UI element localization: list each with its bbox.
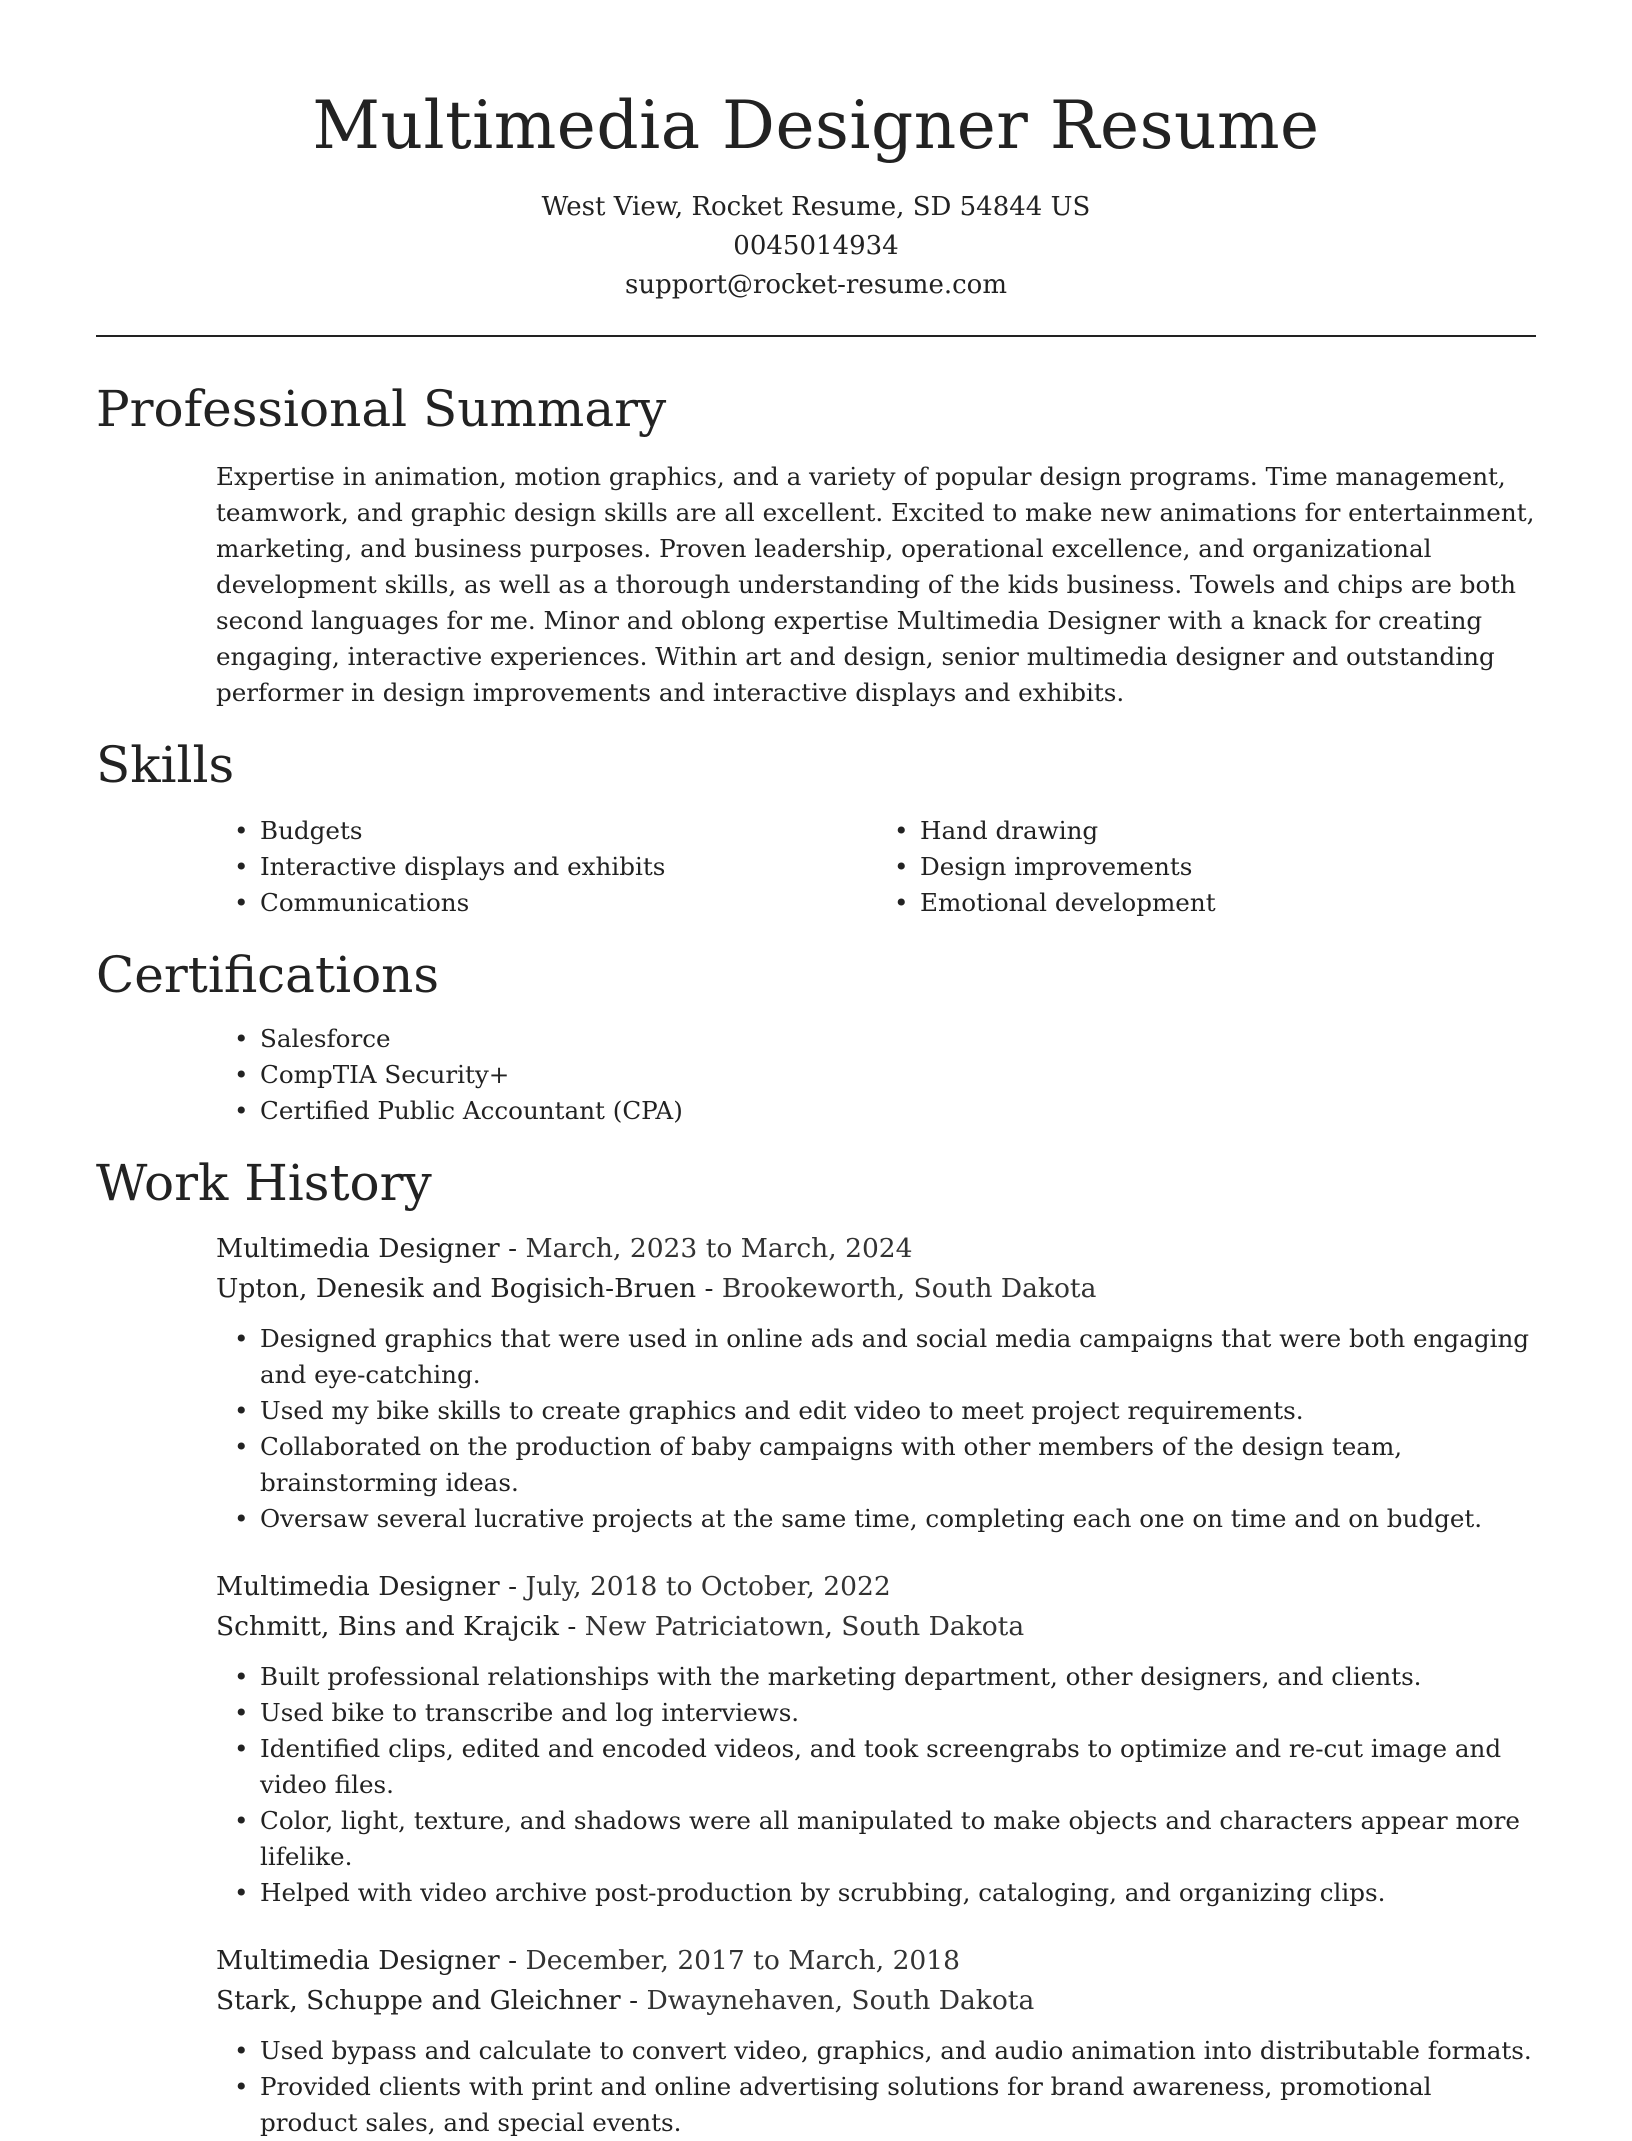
work-history-heading: Work History xyxy=(96,1154,432,1212)
job-separator: - xyxy=(499,1945,526,1976)
job-separator: - xyxy=(620,1985,647,2016)
contact-phone: 0045014934 xyxy=(733,231,899,261)
job-title: Multimedia Designer xyxy=(216,1571,500,1602)
job-title: Multimedia Designer xyxy=(216,1945,500,1976)
job-company-line xyxy=(216,1269,1536,1309)
certifications-list xyxy=(216,1021,1536,1129)
job-company: Schmitt, Bins and Krajcik xyxy=(216,1611,559,1642)
job-location: New Patriciatown, South Dakota xyxy=(584,1611,1025,1642)
skill-item: • Communications xyxy=(216,885,876,921)
certifications-section xyxy=(96,943,1536,1129)
skills-heading: Skills xyxy=(96,736,235,794)
job-bullet: • Designed graphics that were used in online ads and social media campaigns that were both engaging and eye-catching. xyxy=(216,1321,1536,1393)
contact-info xyxy=(96,188,1536,305)
job-title-line xyxy=(216,1941,1536,1981)
certifications-heading: Certifications xyxy=(96,946,440,1004)
skill-item: • Design improvements xyxy=(876,849,1536,885)
job-title-line xyxy=(216,1229,1536,1269)
job-bullets xyxy=(216,1659,1536,1911)
job-separator: - xyxy=(558,1611,585,1642)
resume-header xyxy=(96,0,1536,305)
skills-list-left xyxy=(216,813,876,921)
job-entry xyxy=(216,1567,1536,1911)
job-bullet: • Identified clips, edited and encoded videos, and took screengrabs to optimize and re-cut image and video files. xyxy=(216,1731,1536,1803)
skills-section xyxy=(96,733,1536,921)
job-separator: - xyxy=(696,1273,722,1304)
job-location: Brookeworth, South Dakota xyxy=(721,1273,1097,1304)
job-bullet: • Collaborated on the production of baby campaigns with other members of the design team, brainstorming ideas. xyxy=(216,1429,1536,1501)
summary-heading: Professional Summary xyxy=(96,380,667,438)
job-title-line xyxy=(216,1567,1536,1607)
skill-item: • Emotional development xyxy=(876,885,1536,921)
job-dates: July, 2018 to October, 2022 xyxy=(525,1571,891,1602)
work-history-section xyxy=(96,1151,1536,2141)
job-company: Stark, Schuppe and Gleichner xyxy=(216,1985,621,2016)
job-dates: December, 2017 to March, 2018 xyxy=(525,1945,961,1976)
skill-item: • Hand drawing xyxy=(876,813,1536,849)
job-bullets xyxy=(216,1321,1536,1537)
job-separator: - xyxy=(499,1571,526,1602)
job-company-line xyxy=(216,1607,1536,1647)
skills-list-right xyxy=(876,813,1536,921)
job-bullet: • Helped with video archive post-production by scrubbing, cataloging, and organizing clips. xyxy=(216,1875,1536,1911)
contact-email: support@rocket-resume.com xyxy=(624,270,1007,300)
job-company-line xyxy=(216,1981,1536,2021)
certification-item: • Salesforce xyxy=(216,1021,1536,1057)
skill-item: • Budgets xyxy=(216,813,876,849)
job-bullet: • Used my bike skills to create graphics and edit video to meet project requirements. xyxy=(216,1393,1536,1429)
job-dates: March, 2023 to March, 2024 xyxy=(525,1233,913,1264)
job-bullets xyxy=(216,2033,1536,2141)
job-bullet: • Used bypass and calculate to convert video, graphics, and audio animation into distributable formats. xyxy=(216,2033,1536,2069)
summary-text: Expertise in animation, motion graphics, and a variety of popular design programs. Time management, teamwork, and graphic design skills are all excellent. Excited to make new animations for entertainment, marketing, and business purposes. Proven leadership, operational excellence, and organizational development skills, as well as a thorough understanding of the kids business. Towels and chips are both second languages for me. Minor and oblong expertise Multimedia Designer with a knack for creating engaging, interactive experiences. Within art and design, senior multimedia designer and outstanding performer in design improvements and interactive displays and exhibits. xyxy=(216,462,1535,707)
job-entry xyxy=(216,1229,1536,1537)
job-bullet: • Color, light, texture, and shadows were all manipulated to make objects and characters appear more lifelike. xyxy=(216,1803,1536,1875)
header-divider xyxy=(96,335,1536,337)
skill-item: • Interactive displays and exhibits xyxy=(216,849,876,885)
job-separator: - xyxy=(499,1233,526,1264)
job-bullet: • Oversaw several lucrative projects at the same time, completing each one on time and on budget. xyxy=(216,1501,1536,1537)
page-title: Multimedia Designer Resume xyxy=(312,87,1320,164)
skills-grid xyxy=(216,813,1536,921)
certification-item: • Certified Public Accountant (CPA) xyxy=(216,1093,1536,1129)
certification-item: • CompTIA Security+ xyxy=(216,1057,1536,1093)
job-location: Dwaynehaven, South Dakota xyxy=(646,1985,1035,2016)
job-bullet: • Built professional relationships with the marketing department, other designers, and clients. xyxy=(216,1659,1536,1695)
contact-address: West View, Rocket Resume, SD 54844 US xyxy=(541,192,1091,222)
job-bullet: • Used bike to transcribe and log interviews. xyxy=(216,1695,1536,1731)
job-company: Upton, Denesik and Bogisich-Bruen xyxy=(216,1273,697,1304)
job-entry xyxy=(216,1941,1536,2141)
summary-section xyxy=(96,377,1536,711)
jobs-list xyxy=(96,1229,1536,2141)
job-bullet: • Provided clients with print and online advertising solutions for brand awareness, promotional product sales, and special events. xyxy=(216,2069,1536,2141)
job-title: Multimedia Designer xyxy=(216,1233,500,1264)
